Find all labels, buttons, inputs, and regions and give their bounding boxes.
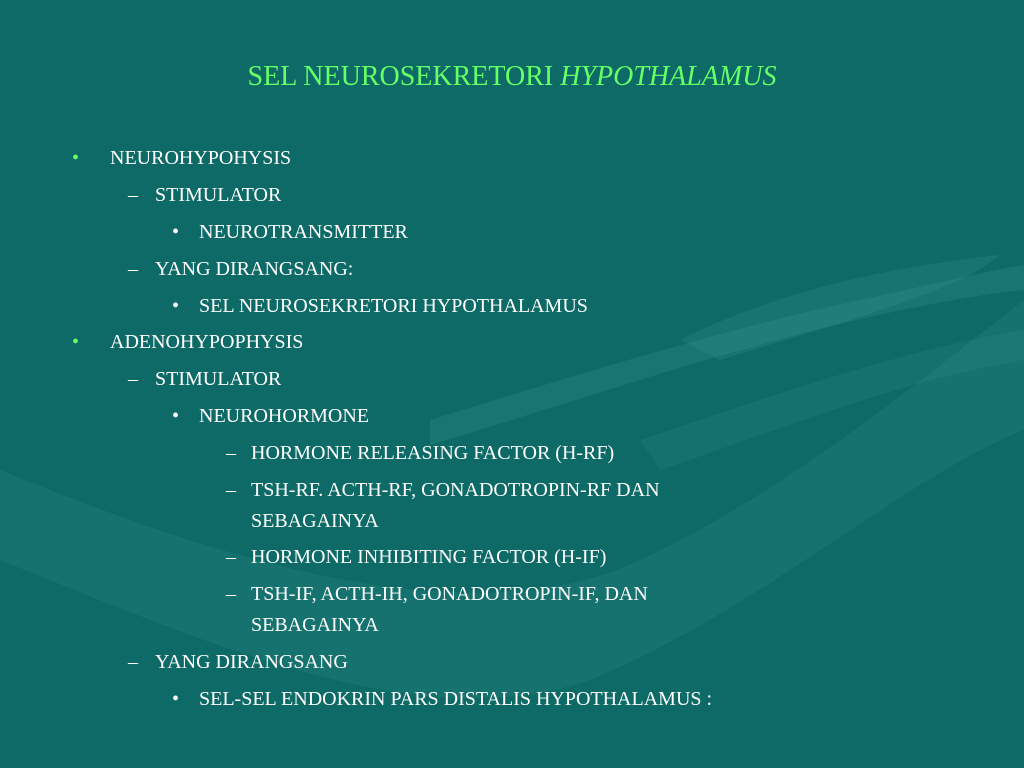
bullet-marker: • <box>172 295 180 317</box>
dash-marker: – <box>128 651 138 673</box>
outline-item-text: HORMONE RELEASING FACTOR (H-RF) <box>251 442 615 464</box>
bullet-marker: • <box>172 221 180 243</box>
bullet-marker: • <box>72 331 80 353</box>
slide-title-plain: SEL NEUROSEKRETORI <box>247 61 554 92</box>
outline-item-text: NEUROTRANSMITTER <box>199 221 408 243</box>
outline-item-text: SEL-SEL ENDOKRIN PARS DISTALIS HYPOTHALAMUS : <box>199 688 713 710</box>
outline-item-text: NEUROHORMONE <box>199 405 369 427</box>
outline-item-text: HORMONE INHIBITING FACTOR (H-IF) <box>251 546 607 568</box>
dash-marker: – <box>226 546 236 568</box>
dash-marker: – <box>226 442 236 464</box>
outline-item-text: SEL NEUROSEKRETORI HYPOTHALAMUS <box>199 295 588 317</box>
dash-marker: – <box>128 368 138 390</box>
outline-item-text: NEUROHYPOHYSIS <box>110 147 292 169</box>
bullet-marker: • <box>172 405 180 427</box>
outline-item-text: TSH-RF. ACTH-RF, GONADOTROPIN-RF DAN <box>251 479 660 501</box>
outline-item-text: YANG DIRANGSANG: <box>155 258 354 280</box>
dash-marker: – <box>128 184 138 206</box>
dash-marker: – <box>128 258 138 280</box>
dash-marker: – <box>226 583 236 605</box>
outline-item-text: YANG DIRANGSANG <box>155 651 348 673</box>
bullet-marker: • <box>172 688 180 710</box>
slide-title <box>0 60 1024 94</box>
outline-item-text: SEBAGAINYA <box>251 614 379 636</box>
outline-item-text: TSH-IF, ACTH-IH, GONADOTROPIN-IF, DAN <box>251 583 648 605</box>
outline-item-text: SEBAGAINYA <box>251 510 379 532</box>
slide-title-italic: HYPOTHALAMUS <box>560 61 777 92</box>
outline-item-text: STIMULATOR <box>155 368 282 390</box>
outline-item-text: ADENOHYPOPHYSIS <box>110 331 304 353</box>
dash-marker: – <box>226 479 236 501</box>
outline-item-text: STIMULATOR <box>155 184 282 206</box>
bullet-marker: • <box>72 147 80 169</box>
